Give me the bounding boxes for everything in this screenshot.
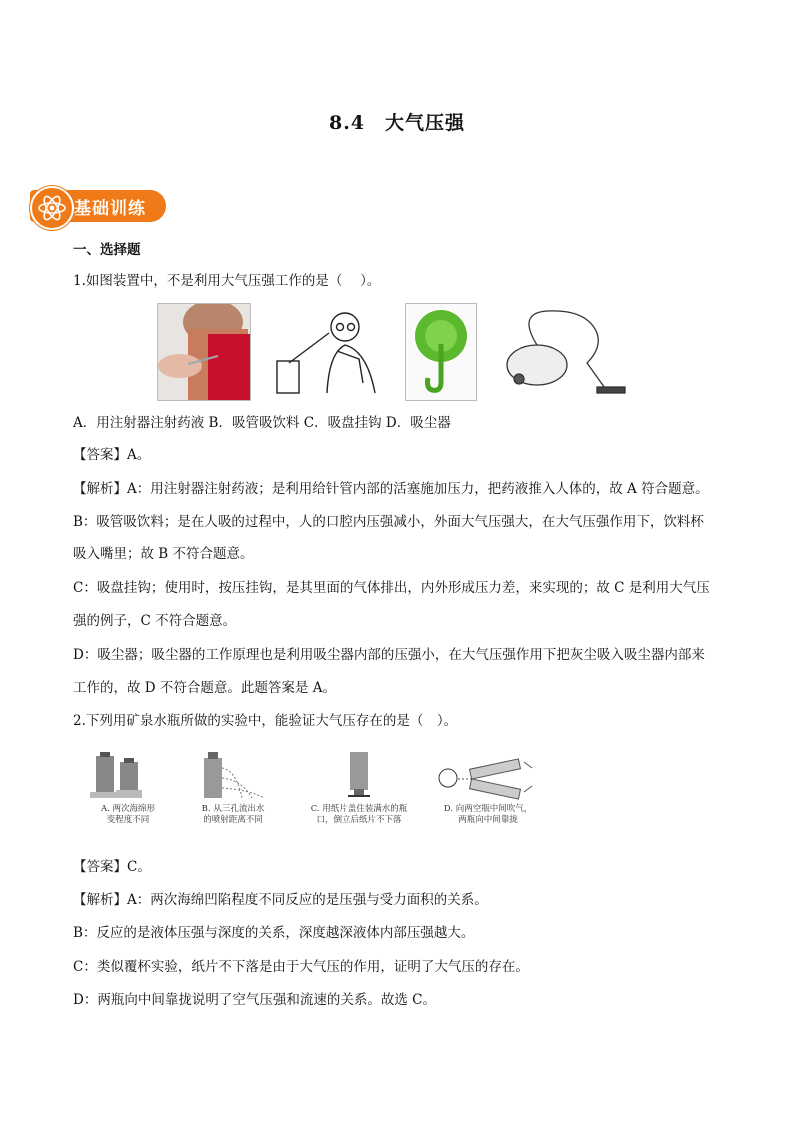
vacuum-cleaner-image — [497, 303, 637, 399]
analysis-line: D：吸尘器；吸尘器的工作原理也是利用吸尘器内部的压强小，在大气压强作用下把灰尘吸入吸尘器内部来 — [73, 647, 705, 663]
analysis-line: 【解析】A：两次海绵凹陷程度不同反应的是压强与受力面积的关系。 — [73, 892, 488, 908]
paper-card-figure — [294, 752, 424, 838]
badge-label: 基础训练 — [74, 199, 146, 219]
question-1-options: A．用注射器注射药液 B．吸管吸饮料 C．吸盘挂钩 D．吸尘器 — [73, 415, 451, 431]
section-heading: 一、选择题 — [73, 242, 141, 258]
caption-d-line1: D. 向两空瓶中间吹气， — [443, 804, 533, 814]
suction-hook-image — [405, 303, 477, 401]
analysis-line: D：两瓶向中间靠拢说明了空气压强和流速的关系。故选 C。 — [73, 992, 436, 1008]
analysis-line: 工作的，故 D 不符合题意。此题答案是 A。 — [73, 680, 336, 696]
caption-d-line2: 两瓶向中间靠拢 — [458, 815, 518, 825]
question-1-stem: 1.如图装置中，不是利用大气压强工作的是（ ）。 — [73, 273, 381, 289]
analysis-line: 【解析】A：用注射器注射药液；是利用给针管内部的活塞施加压力，把药液推入人体的，故 A 符合题意。 — [73, 481, 709, 497]
analysis-line: B：反应的是液体压强与深度的关系，深度越深液体内部压强越大。 — [73, 925, 475, 941]
question-2-answer: 【答案】C。 — [73, 859, 151, 875]
sponge-bottles-figure — [88, 752, 168, 838]
analysis-line: C：吸盘挂钩；使用时，按压挂钩，是其里面的气体排出，内外形成压力差，来实现的；故 C 是利用大气压 — [73, 580, 710, 596]
caption-b-line1: B. 从三孔流出水 — [201, 804, 265, 814]
straw-drinking-image — [267, 303, 399, 399]
caption-a-line2: 变程度不同 — [106, 815, 150, 825]
analysis-line: 吸入嘴里；故 B 不符合题意。 — [73, 546, 254, 562]
caption-b-line2: 的喷射距离不同 — [203, 815, 263, 825]
injection-image — [157, 303, 251, 401]
analysis-line: B：吸管吸饮料；是在人吸的过程中，人的口腔内压强减小，外面大气压强大，在大气压强作用下，饮料杯 — [73, 514, 704, 530]
caption-c-line1: C. 用纸片盖住装满水的瓶 — [310, 804, 408, 814]
three-holes-figure — [186, 752, 286, 838]
question-2-stem: 2.下列用矿泉水瓶所做的实验中，能验证大气压存在的是（ ）。 — [73, 713, 458, 729]
section-badge — [30, 186, 168, 226]
caption-c-line2: 口，倒立后纸片不下落 — [316, 815, 402, 825]
question-2-figure — [88, 752, 548, 838]
page-title: 8.4 大气压强 — [328, 112, 466, 134]
analysis-line: C：类似覆杯实验，纸片不下落是由于大气压的作用，证明了大气压的存在。 — [73, 959, 529, 975]
question-1-answer: 【答案】A。 — [73, 447, 151, 463]
atom-icon — [30, 186, 74, 230]
blow-bottles-figure — [428, 752, 548, 838]
caption-a-line1: A. 两次海绵形 — [100, 804, 156, 814]
question-1-figure — [157, 303, 637, 401]
analysis-line: 强的例子，C 不符合题意。 — [73, 613, 237, 629]
